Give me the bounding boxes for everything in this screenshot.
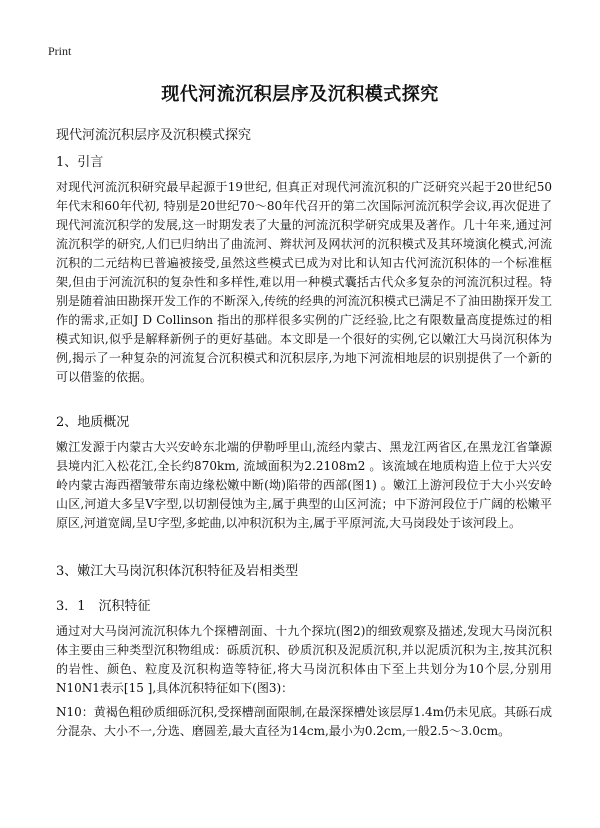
section-1-paragraph: 对现代河流沉积研究最早起源于19世纪, 但真正对现代河流沉积的广泛研究兴起于20世纪50年代末和60年代初, 特别是20世纪70～80年代召开的第二次国际河流沉积学会议,再次促进了现代河流沉积学的发展,这一时期发表了大量的河流沉积学研究成果及著作。几十年来,通过河流沉积学的研究,人们已归纳出了曲流河、辫状河及网状河的沉积模式及其环境演化模式,河流沉积的二元结构已普遍被接受,虽然这些模式已成为对比和认知古代河流沉积体的一个标准框架,但由于河流沉积的复杂性和多样性,难以用一种模式囊括古代众多复杂的河流沉积过程。特别是随着油田勘探开发工作的不断深入,传统的经典的河流沉积模式已满足不了油田勘探开发工作的需求,正如J D Collinson 指出的那样很多实例的广泛经验,比之有限数量高度提炼过的相模式知识,似乎是解释新例子的更好基础。本文即是一个很好的实例,它以嫩江大马岗沉积体为例,揭示了一种复杂的河流复合沉积模式和沉积层序,为地下河流相地层的识别提供了一个新的可以借鉴的依据。 bbox=[56, 180, 552, 384]
section-2-paragraph: 嫩江发源于内蒙古大兴安岭东北端的伊勒呼里山,流经内蒙古、黑龙江两省区,在黑龙江省肇源县境内汇入松花江,全长约870km, 流域面积为2.2108m2 。该流域在地质构造上位于大兴安岭内蒙古海西褶皱带东南边缘松嫩中断(坳)陷带的西部(图1) 。嫩江上游河段位于大小兴安岭山区,河道大多呈V字型,以切割侵蚀为主,属于典型的山区河流；中下游河段位于广阔的松嫩平原区,河道宽阔,呈U字型,多蛇曲,以冲积沉积为主,属于平原河流,大马岗段处于该河段上。 bbox=[56, 440, 552, 530]
section-1-heading: 1、引言 bbox=[56, 155, 104, 170]
layer-n10-paragraph: N10：黄褐色粗砂质细砾沉积,受探槽剖面限制,在最深探槽处该层厚1.4m仍未见底。其砾石成分混杂、大小不一,分选、磨圆差,最大直径为14cm,最小为0.2cm,一般2.5～3.0cm。 bbox=[56, 705, 552, 738]
document-subtitle: 现代河流沉积层序及沉积模式探究 bbox=[56, 128, 252, 143]
document-title: 现代河流沉积层序及沉积模式探究 bbox=[161, 84, 439, 105]
section-3-heading: 3、嫩江大马岗沉积体沉积特征及岩相类型 bbox=[56, 564, 299, 579]
section-2-heading: 2、地质概况 bbox=[56, 415, 130, 430]
section-3-1-paragraph: 通过对大马岗河流沉积体九个探槽剖面、十九个探坑(图2)的细致观察及描述,发现大马岗沉积体主要由三种类型沉积物组成：砾质沉积、砂质沉积及泥质沉积,并以泥质沉积为主,按其沉积的岩性、颜色、粒度及沉积构造等特征,将大马岗沉积体由下至上共划分为10个层,分别用N10N1表示[15 ],具体沉积特征如下(图3)： bbox=[56, 624, 552, 695]
section-3-1-heading: 3．1 沉积特征 bbox=[56, 599, 151, 614]
print-label: Print bbox=[48, 44, 72, 58]
